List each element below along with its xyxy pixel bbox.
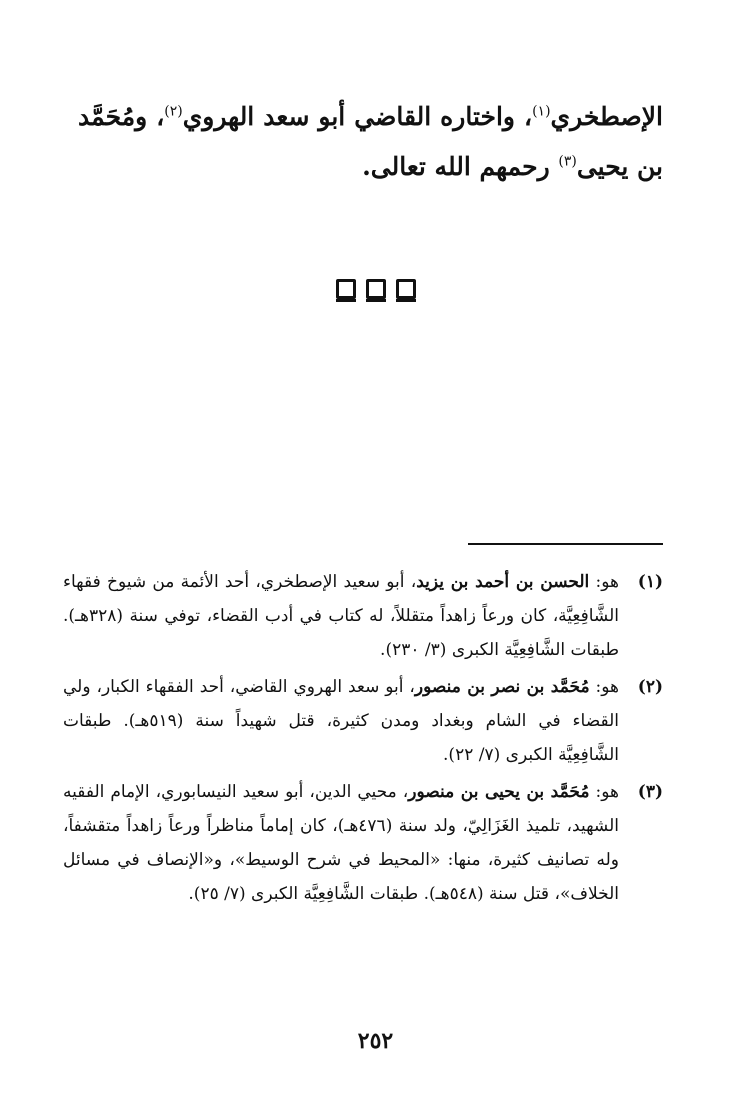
- footnote-body: [63, 775, 619, 911]
- ornament-box-icon: [336, 279, 356, 299]
- footnote-person-name: مُحَمَّد بن يحيى بن منصور: [408, 782, 590, 802]
- ornament-box-icon: [396, 279, 416, 299]
- footnote-prefix: هو:: [589, 782, 619, 802]
- footnote-2: [63, 670, 663, 772]
- body-segment-3: ، ومُحَمَّد بن يحيى: [78, 102, 663, 181]
- footnote-text: ، محيي الدين، أبو سعيد النيسابوري، الإمام الفقيه الشهيد، تلميذ الغَزَالِيّ، ولد سنة (٤٧٦هـ)، كان إماماً مناظراً ورعاً زاهداً متقشفاً، وله تصانيف كثيرة، منها: «المحيط في شرح الوسيط»، و«الإنصاف في مسائل الخلاف»، قتل سنة (٥٤٨هـ). طبقات الشَّافِعِيَّة الكبرى (٧/ ٢٥).: [63, 782, 619, 904]
- footnote-prefix: هو:: [589, 572, 619, 592]
- body-segment-4: رحمهم الله تعالى.: [362, 152, 559, 181]
- footnote-body: [63, 670, 619, 772]
- footnote-person-name: الحسن بن أحمد بن يزيد: [416, 572, 590, 592]
- footnote-1: [63, 565, 663, 667]
- footnote-separator-rule: [468, 543, 663, 545]
- ornament-box-icon: [366, 279, 386, 299]
- footnotes-section: [63, 565, 663, 914]
- footnote-ref-3: (٣): [558, 153, 577, 170]
- page-number: ٢٥٢: [357, 1028, 394, 1054]
- footnote-number: (٢): [637, 677, 663, 697]
- body-segment-1: الإصطخري: [550, 102, 663, 131]
- footnote-text: ، أبو سعيد الإصطخري، أحد الأئمة من شيوخ فقهاء الشَّافِعِيَّة، كان ورعاً زاهداً متقللاً، له كتاب في أدب القضاء، توفي سنة (٣٢٨هـ). طبقات الشَّافِعِيَّة الكبرى (٣/ ٢٣٠).: [63, 572, 619, 660]
- footnote-ref-1: (١): [532, 103, 551, 120]
- footnote-number: (١): [637, 572, 663, 592]
- footnote-text: ، أبو سعد الهروي القاضي، أحد الفقهاء الكبار، ولي القضاء في الشام وبغداد ومدن كثيرة، قتل شهيداً سنة (٥١٩هـ). طبقات الشَّافِعِيَّة الكبرى (٧/ ٢٢).: [63, 677, 619, 765]
- section-divider-ornament: [0, 279, 751, 303]
- footnote-body: [63, 565, 619, 667]
- main-paragraph: [78, 92, 663, 192]
- footnote-number: (٣): [637, 782, 663, 802]
- body-segment-2: ، واختاره القاضي أبو سعد الهروي: [182, 102, 533, 131]
- footnote-person-name: مُحَمَّد بن نصر بن منصور: [414, 677, 590, 697]
- footnote-ref-2: (٢): [164, 103, 183, 120]
- footnote-3: [63, 775, 663, 911]
- footnote-prefix: هو:: [589, 677, 619, 697]
